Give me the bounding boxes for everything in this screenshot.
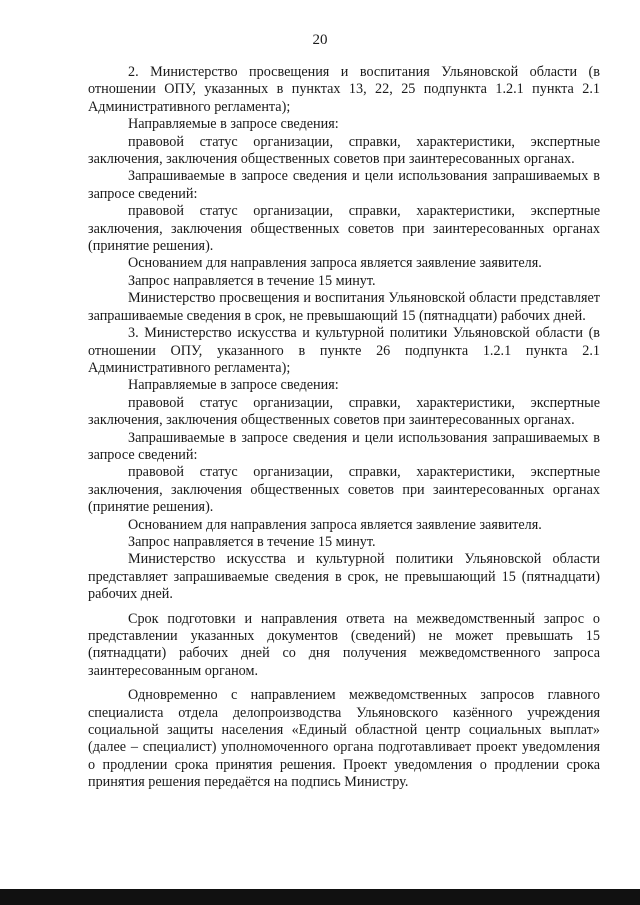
paragraph: Министерство искусства и культурной политики Ульяновской области представляет запрашиваемые сведения в срок, не превышающий 15 (пятнадцати) рабочих дней. [88, 551, 600, 603]
paragraph: правовой статус организации, справки, характеристики, экспертные заключения, заключения общественных советов при заинтересованных органах. [88, 394, 600, 429]
scan-edge-bar [0, 889, 640, 905]
paragraph: Запрос направляется в течение 15 минут. [128, 533, 376, 550]
paragraph: Основанием для направления запроса является заявление заявителя. [128, 516, 542, 533]
paragraph: правовой статус организации, справки, характеристики, экспертные заключения, заключения общественных советов при заинтересованных органах (принятие решения). [88, 203, 600, 255]
paragraph: Срок подготовки и направления ответа на межведомственный запрос о представлении указанных документов (сведений) не может превышать 15 (пятнадцати) рабочих дней со дня получения межведомственного запроса заинтересованным органом. [88, 610, 600, 679]
paragraph: Запрашиваемые в запросе сведения и цели использования запрашиваемых в запросе сведений: [88, 429, 600, 463]
paragraph: Основанием для направления запроса является заявление заявителя. [128, 255, 542, 272]
document-body [88, 64, 600, 792]
paragraph: Одновременно с направлением межведомственных запросов главного специалиста отдела делопроизводства Ульяновского казённого учреждения социальной защиты населения «Единый областной центр социальных выплат» (далее – специалист) уполномоченного органа подготавливает проект уведомления о продлении срока принятия решения. Проект уведомления о продлении срока принятия решения передаётся на подпись Министру. [88, 687, 600, 791]
paragraph: Направляемые в запросе сведения: [128, 377, 339, 394]
paragraph: Запрашиваемые в запросе сведения и цели использования запрашиваемых в запросе сведений: [88, 168, 600, 202]
paragraph: правовой статус организации, справки, характеристики, экспертные заключения, заключения общественных советов при заинтересованных органах (принятие решения). [88, 464, 600, 516]
paragraph: 3. Министерство искусства и культурной политики Ульяновской области (в отношении ОПУ, указанного в пункте 26 подпункта 1.2.1 пункта 2.1 Административного регламента); [88, 325, 600, 376]
paragraph: Направляемые в запросе сведения: [128, 116, 339, 133]
paragraph: Министерство просвещения и воспитания Ульяновской области представляет запрашиваемые сведения в срок, не превышающий 15 (пятнадцати) рабочих дней. [88, 290, 600, 324]
paragraph: 2. Министерство просвещения и воспитания Ульяновской области (в отношении ОПУ, указанных в пунктах 13, 22, 25 подпункта 1.2.1 пункта 2.1 Административного регламента); [88, 64, 600, 115]
page-number: 20 [312, 32, 328, 48]
paragraph: Запрос направляется в течение 15 минут. [128, 272, 376, 289]
paragraph: правовой статус организации, справки, характеристики, экспертные заключения, заключения общественных советов при заинтересованных органах. [88, 133, 600, 168]
